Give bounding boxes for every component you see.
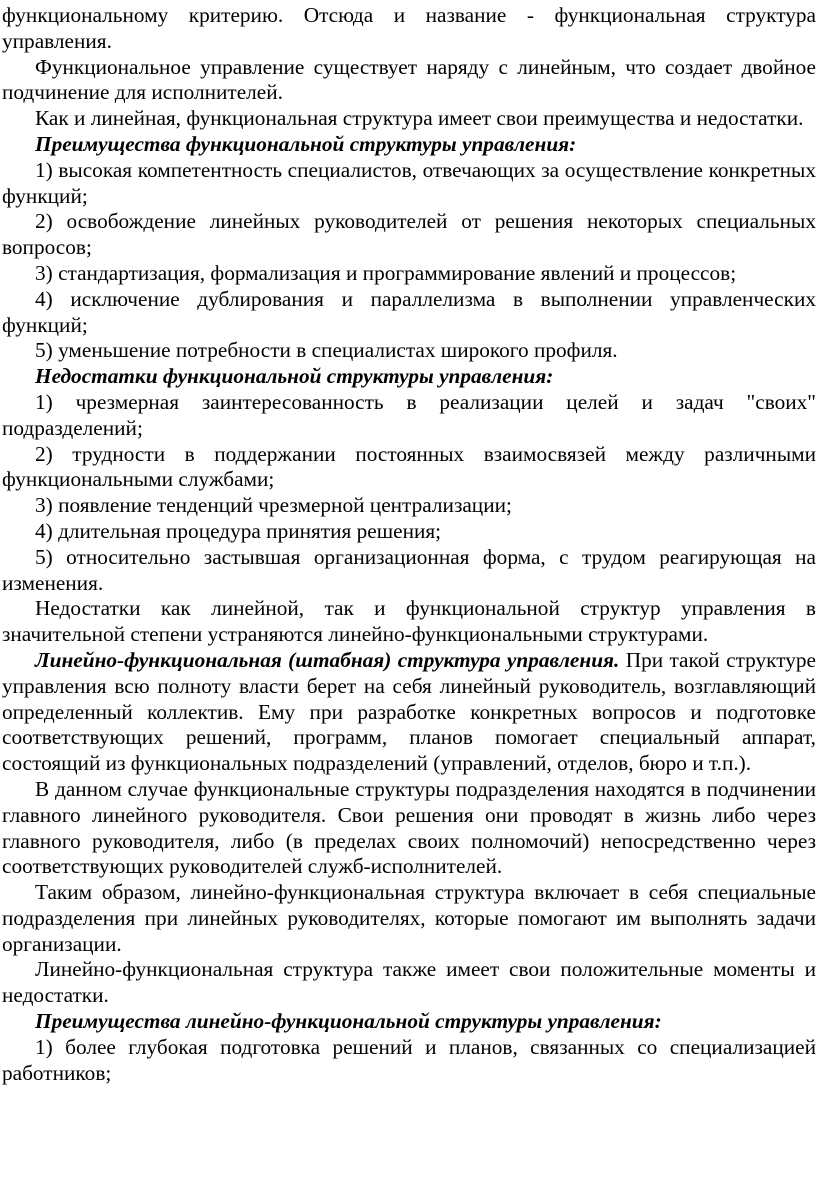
- list-item-advantage-2: [2, 209, 816, 261]
- paragraph-pros-cons-intro: [2, 106, 816, 132]
- list-item-text: 5) уменьшение потребности в специалистах широкого профиля.: [35, 338, 618, 363]
- list-item-text: 1) чрезмерная заинтересованность в реализации целей и задач "своих" подразделений;: [2, 389, 816, 440]
- paragraph-line-functional-definition: [2, 648, 816, 777]
- list-item-text: 5) относительно застывшая организационная форма, с трудом реагирующая на изменения.: [2, 544, 816, 595]
- list-item-lf-advantage-1: [2, 1035, 816, 1087]
- heading-text: Преимущества линейно-функциональной структуры управления:: [35, 1009, 662, 1034]
- paragraph-text: функциональному критерию. Отсюда и название - функциональная структура управления.: [2, 3, 816, 53]
- paragraph-text: Линейно-функциональная структура также имеет свои положительные моменты и недостатки.: [2, 957, 816, 1008]
- list-item-text: 3) появление тенденций чрезмерной централизации;: [35, 493, 512, 518]
- paragraph-transition: [2, 596, 816, 648]
- heading-functional-disadvantages: [2, 364, 816, 390]
- list-item-advantage-3: [2, 261, 816, 287]
- list-item-text: 1) более глубокая подготовка решений и планов, связанных со специализацией работников;: [2, 1034, 816, 1085]
- paragraph-text: Недостатки как линейной, так и функциональной структур управления в значительной степени устраняются линейно-функциональными структурами.: [2, 596, 816, 647]
- paragraph-text: В данном случае функциональные структуры подразделения находятся в подчинении главного линейного руководителя. Свои решения они проводят в жизнь либо через главного руководителя, либо (в пределах своих полномочий) непосредственно через соответствующих руководителей служб-исполнителей.: [2, 776, 816, 879]
- list-item-disadvantage-1: [2, 390, 816, 442]
- list-item-text: 4) исключение дублирования и параллелизма в выполнении управленческих функций;: [2, 286, 816, 337]
- list-item-disadvantage-2: [2, 442, 816, 494]
- list-item-advantage-5: [2, 338, 816, 364]
- heading-line-functional-advantages: [2, 1009, 816, 1035]
- list-item-advantage-1: [2, 158, 816, 210]
- paragraph-text: Функциональное управление существует наряду с линейным, что создает двойное подчинение для исполнителей.: [2, 54, 816, 105]
- list-item-text: 3) стандартизация, формализация и программирование явлений и процессов;: [35, 260, 737, 285]
- heading-functional-advantages: [2, 132, 816, 158]
- paragraph-pros-cons-line-functional: [2, 957, 816, 1009]
- heading-text: Недостатки функциональной структуры управления:: [35, 364, 554, 389]
- paragraph-summary: [2, 880, 816, 957]
- paragraph-text: Таким образом, линейно-функциональная структура включает в себя специальные подразделения при линейных руководителях, которые помогают им выполнять задачи организации.: [2, 880, 816, 956]
- list-item-text: 4) длительная процедура принятия решения;: [35, 518, 442, 543]
- list-item-text: 1) высокая компетентность специалистов, отвечающих за осуществление конкретных функций;: [2, 157, 816, 208]
- paragraph-subordination: [2, 777, 816, 880]
- heading-text: Преимущества функциональной структуры управления:: [35, 131, 577, 156]
- paragraph-text: При такой структуре управления всю полноту власти берет на себя линейный руководитель, возглавляющий определенный коллектив. Ему при разработке конкретных вопросов и подготовке соответствующих решений, программ, планов помогает специальный аппарат, состоящий из функциональных подразделений (управлений, отделов, бюро и т.п.).: [2, 647, 816, 776]
- list-item-text: 2) трудности в поддержании постоянных взаимосвязей между различными функциональными службами;: [2, 441, 816, 492]
- list-item-text: 2) освобождение линейных руководителей от решения некоторых специальных вопросов;: [2, 209, 816, 260]
- list-item-disadvantage-3: [2, 493, 816, 519]
- paragraph-text: Как и линейная, функциональная структура имеет свои преимущества и недостатки.: [35, 106, 804, 131]
- paragraph-intro-continuation: [2, 3, 816, 55]
- list-item-disadvantage-5: [2, 545, 816, 597]
- paragraph-lead-term: Линейно-функциональная (штабная) структура управления.: [35, 647, 620, 672]
- paragraph-functional-management: [2, 55, 816, 107]
- list-item-advantage-4: [2, 287, 816, 339]
- list-item-disadvantage-4: [2, 519, 816, 545]
